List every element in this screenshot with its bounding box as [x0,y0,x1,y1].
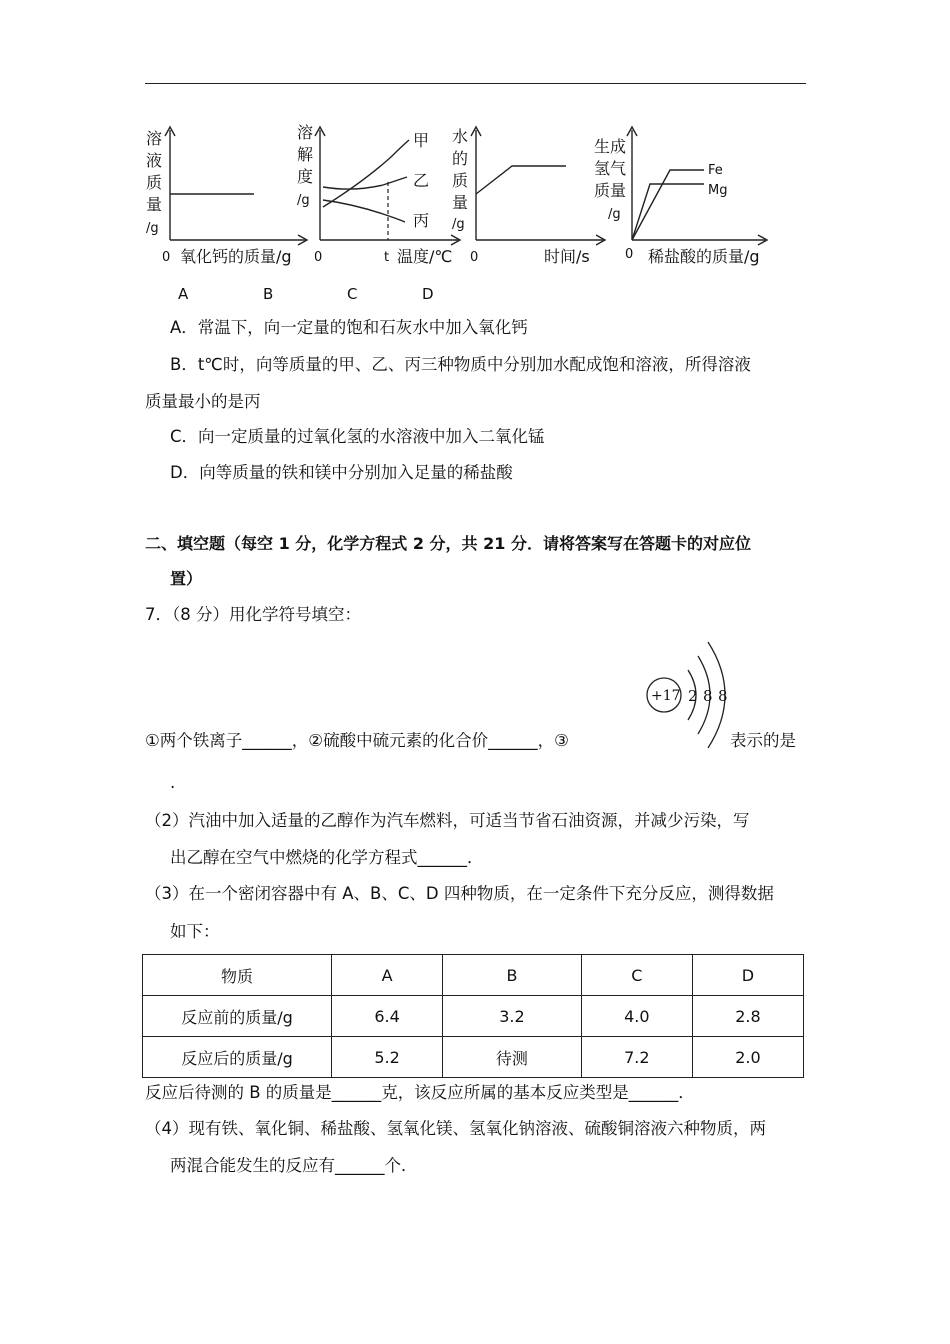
q7-part4-line1: （4）现有铁、氧化铜、稀盐酸、氢氧化镁、氢氧化钠溶液、硫酸铜溶液六种物质，两 [145,1119,766,1138]
graph-d-label-fe: Fe [708,163,723,178]
graph-letter-c: C [347,285,358,303]
table-cell: 反应后的质量/g [143,1037,332,1078]
header-rule [145,83,806,84]
graph-c-origin: 0 [470,250,479,265]
graph-c-ylabel-3: 质 [452,171,469,190]
option-a: A．常温下，向一定量的饱和石灰水中加入氧化钙 [170,318,528,337]
section2-title-line1: 二、填空题（每空 1 分，化学方程式 2 分，共 21 分．请将答案写在答题卡的对应位 [145,534,751,553]
q7-part3-line1: （3）在一个密闭容器中有 A、B、C、D 四种物质，在一定条件下充分反应，测得数据 [145,884,774,903]
option-b-line1: B．t℃时，向等质量的甲、乙、丙三种物质中分别加水配成饱和溶液，所得溶液 [170,355,751,374]
atom-shell-3-count: 8 [718,687,728,705]
table-cell: 7.2 [581,1037,692,1078]
table-header-cell: A [332,955,443,996]
q7-part1-text: ①两个铁离子______，②硫酸中硫元素的化合价______，③ [145,731,569,750]
q7-heading: 7．（8 分）用化学符号填空： [145,605,361,624]
graph-a-ylabel-1: 溶 [146,129,163,148]
table-cell: 2.0 [692,1037,803,1078]
graph-d-ylabel-1: 生成 [594,137,627,156]
q7-part3-after-table: 反应后待测的 B 的质量是______克，该反应所属的基本反应类型是______． [145,1083,695,1102]
q7-part2-line2: 出乙醇在空气中燃烧的化学方程式______． [170,848,484,867]
graph-b-curve-bing [323,200,405,222]
table-cell: 3.2 [443,996,582,1037]
graph-b-origin: 0 [314,250,323,265]
q7-part3-line2: 如下： [170,922,220,941]
graph-b-ylabel-3: 度 [297,167,314,186]
table-cell: 2.8 [692,996,803,1037]
graph-a-ylabel-5: /g [146,221,159,236]
graph-c-ylabel-4: 量 [452,193,469,212]
reaction-data-table [142,954,804,1078]
graph-c-ylabel-2: 的 [452,149,469,168]
table-header-cell: D [692,955,803,996]
graph-a-ylabel-4: 量 [146,195,163,214]
atom-structure-diagram [640,638,735,750]
option-b-line2: 质量最小的是丙 [145,392,261,411]
graph-b-curve-label-jia: 甲 [413,131,430,150]
graph-b-ylabel-1: 溶 [297,123,314,142]
atom-shell-2-count: 8 [703,687,713,705]
table-cell: 4.0 [581,996,692,1037]
graph-d-label-mg: Mg [708,183,728,198]
graph-c-ylabel-1: 水 [452,127,469,146]
graph-c-xlabel: 时间/s [544,247,590,266]
graph-c-ylabel-5: /g [452,217,465,232]
graph-d-origin: 0 [625,247,634,262]
graph-letter-d: D [422,285,434,303]
option-d: D．向等质量的铁和镁中分别加入足量的稀盐酸 [170,463,513,482]
graph-d-curve-mg [632,184,704,240]
graph-d-ylabel-3: 质量 [594,181,627,200]
table-row [143,996,804,1037]
table-header-cell: B [443,955,582,996]
graph-letter-a: A [178,285,189,303]
graph-b-xlabel: 温度/℃ [397,247,453,266]
graph-a-origin: 0 [162,250,171,265]
q7-part1-period: . [170,773,176,792]
graph-a-ylabel-3: 质 [146,173,163,192]
table-header-cell: C [581,955,692,996]
graph-b-curve-label-bing: 丙 [413,211,430,230]
graph-a [140,122,310,272]
atom-nucleus-label: +17 [651,688,681,704]
graph-a-xlabel: 氧化钙的质量/g [180,247,292,266]
graph-b-ylabel-2: 解 [297,145,314,164]
graph-letter-b: B [263,285,274,303]
graph-a-ylabel-2: 液 [146,151,163,170]
section2-title-line2: 置） [170,569,203,588]
q7-part4-line2: 两混合能发生的反应有______个． [170,1156,418,1175]
graph-b-curve-label-yi: 乙 [413,171,430,190]
table-cell: 反应前的质量/g [143,996,332,1037]
q7-part1-tail: 表示的是 [730,731,796,750]
graph-c [448,122,608,272]
graph-d [590,122,770,272]
graph-d-ylabel-2: 氢气 [594,159,627,178]
option-c: C．向一定质量的过氧化氢的水溶液中加入二氧化锰 [170,427,545,446]
table-header-cell: 物质 [143,955,332,996]
atom-shell-1-count: 2 [688,687,698,705]
graph-d-xlabel: 稀盐酸的质量/g [648,247,760,266]
graph-b-ylabel-4: /g [297,193,310,208]
table-cell: 5.2 [332,1037,443,1078]
q7-part2-line1: （2）汽油中加入适量的乙醇作为汽车燃料，可适当节省石油资源，并减少污染，写 [145,811,750,830]
graph-b-tick-t: t [384,250,390,265]
graph-b [293,122,463,272]
table-row [143,1037,804,1078]
graph-d-ylabel-4: /g [608,207,621,222]
table-header-row [143,955,804,996]
table-cell: 待测 [443,1037,582,1078]
table-cell: 6.4 [332,996,443,1037]
graph-c-curve [476,166,566,194]
graph-b-curve-jia [323,140,409,207]
